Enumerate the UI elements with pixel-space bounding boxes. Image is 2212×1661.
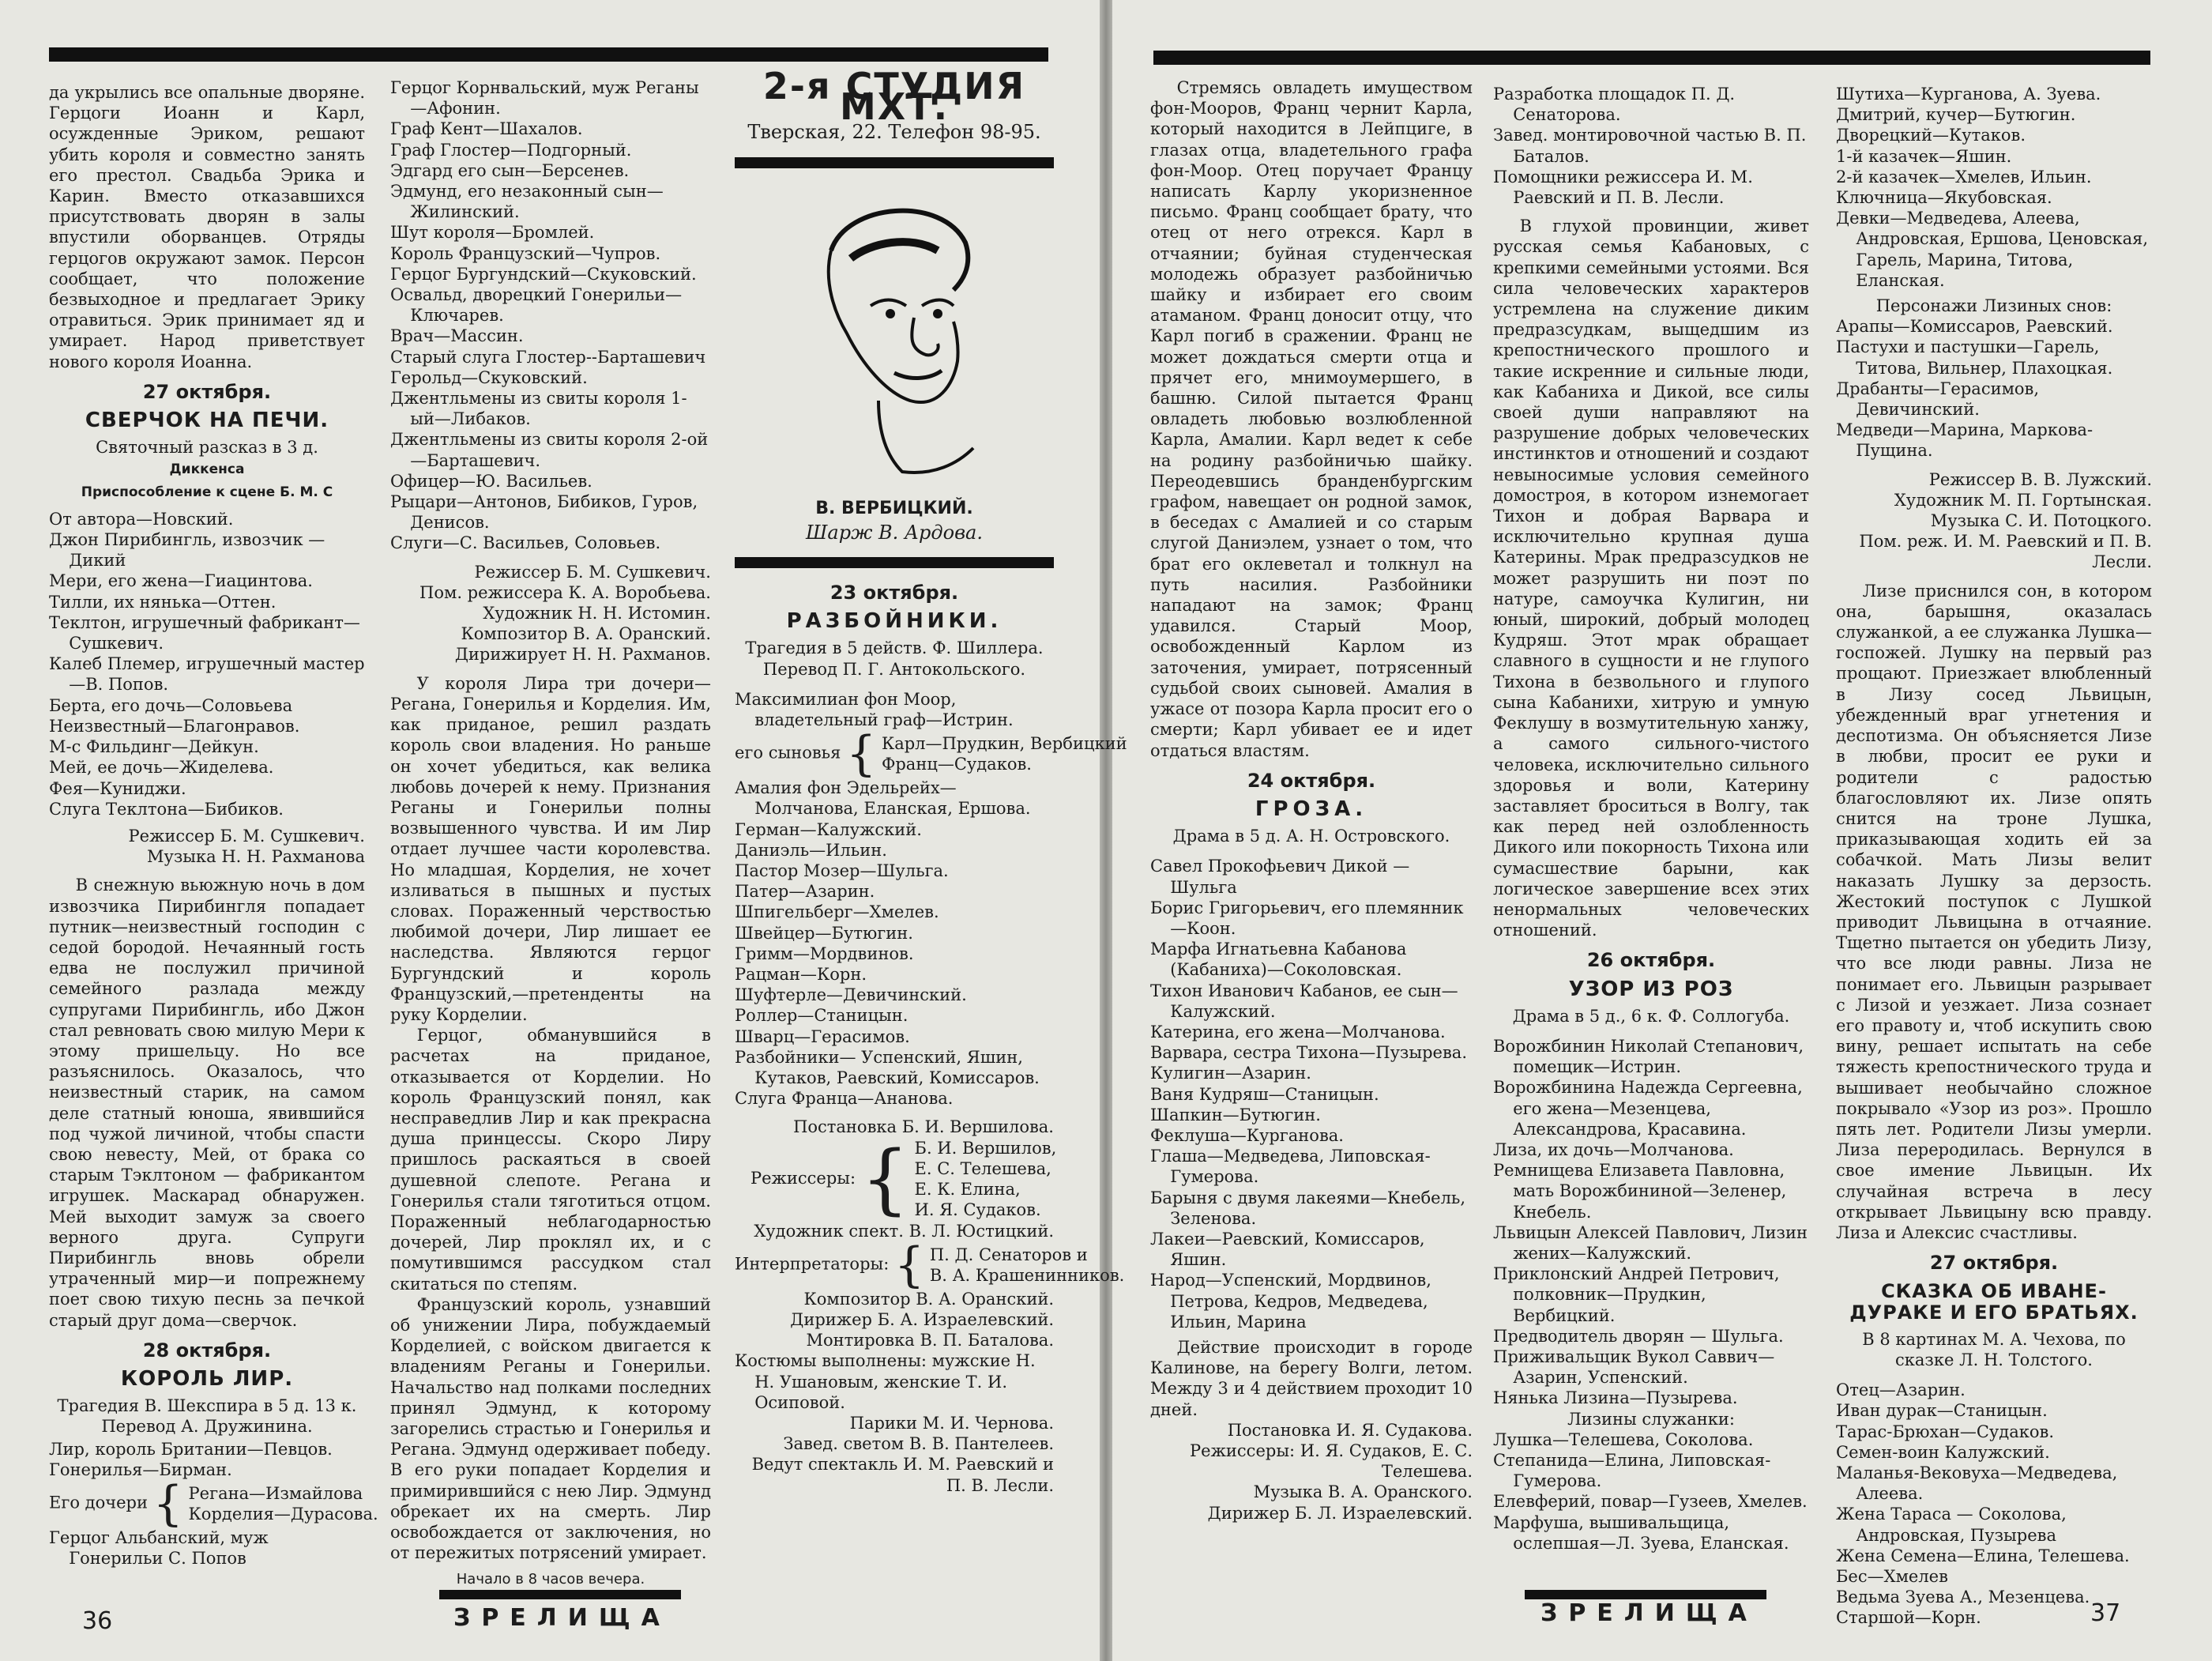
cast-line: Рыцари—Антонов, Бибиков, Гуров, Денисов. xyxy=(390,492,698,533)
cast-line: Жена Тараса — Соколова, Андровская, Пузырева xyxy=(1836,1505,2067,1545)
credit-line: Музыка С. И. Потоцкого. xyxy=(1930,511,2152,531)
cast-line: Теклтон, игрушечный фабрикант—Сушкевич. xyxy=(49,612,360,653)
cast-line: Корделия—Дурасова. xyxy=(188,1505,378,1524)
cast-line: Герман—Калужский. xyxy=(735,819,922,839)
cast-line: Врач—Массин. xyxy=(390,326,524,346)
cast-line: Шут короля—Бромлей. xyxy=(390,223,595,243)
storm-subtitle: Драма в 5 д. А. Н. Островского. xyxy=(1172,827,1450,846)
cast-line: Ведьма Зуева А., Мезенцева. xyxy=(1836,1588,2090,1607)
cast-line: Глаша—Медведева, Липовская-Гумерова. xyxy=(1150,1147,1431,1187)
cast-line: Катерина, его жена—Молчанова. xyxy=(1150,1022,1446,1041)
cast-group-label: Лизины служанки: xyxy=(1567,1409,1735,1429)
pattern-title: УЗОР ИЗ РОЗ xyxy=(1568,977,1734,1001)
cast-line: Ключница—Якубовская. xyxy=(1836,188,2052,208)
storm-title: ГРОЗА. xyxy=(1255,797,1368,821)
staff-line: Помощники режиссера И. М. Раевский и П. В. Лесли. xyxy=(1493,167,1753,208)
storm-date: 24 октября. xyxy=(1247,769,1376,792)
credit-line: Режиссер В. В. Лужский. xyxy=(1928,469,2152,489)
cast-line: Бес—Хмелев xyxy=(1836,1567,1948,1587)
cast-line: Савел Прокофьевич Дикой — Шульга xyxy=(1150,857,1410,897)
studio-title: 2-я СТУДИЯ МХТ. xyxy=(762,65,1026,129)
cast-line: Шпигельберг—Хмелев. xyxy=(735,902,939,922)
credit-line: Постановка Б. И. Вершилова. xyxy=(793,1117,1054,1137)
book-spine xyxy=(1100,0,1112,1661)
cast-line: Драбанты—Герасимов, Девичинский. xyxy=(1836,379,2040,420)
sons-label: его сыновья xyxy=(735,743,841,763)
cast-line: Герцог Корнвальский, муж Реганы—Афонин. xyxy=(390,78,699,119)
cast-line: Шутиха—Курганова, А. Зуева. xyxy=(1836,85,2101,104)
cast-line: Степанида—Елина, Липовская-Гумерова. xyxy=(1493,1451,1771,1491)
cast-line: Регана—Измайлова xyxy=(188,1483,363,1503)
cast-line: Шапкин—Бутюгин. xyxy=(1150,1105,1321,1124)
cast-line: Даниэль—Ильин. xyxy=(735,840,887,860)
credit-line: Костюмы выполнены: мужские Н. Н. Ушановым, женские Т. И. Осиповой. xyxy=(735,1351,1036,1412)
cast-line: Лир, король Британии—Певцов. xyxy=(49,1439,333,1459)
studio-address: Тверская, 22. Телефон 98-95. xyxy=(747,121,1041,144)
cast-line: Дмитрий, кучер—Бутюгин. xyxy=(1836,105,2076,125)
cast-line: Пастухи и пастушки—Гарель, Титова, Вильнер, Плахоцкая. xyxy=(1836,337,2113,378)
staff-line: Завед. монтировочной частью В. П. Баталов. xyxy=(1493,126,1807,166)
cast-line: Карл—Прудкин, Вербицкий xyxy=(881,734,1127,754)
lear-synopsis-1: У короля Лира три дочери—Регана, Гонерилья и Корделия. Им, как приданое, решил раздать король свои владения. Но раньше он хочет убедиться, как велика любовь дочерей к нему. Признания Реганы и Гонерильи полны возвышенного чувства. И им Лир отдает лучшее части королевства. Но младшая, Корделия, не хочет изливаться в пышных и пустых словах. Пораженный черствостью любимой дочери, Лир лишает ее наследства. Являются герцог Бургундский и король Французский,—претенденты на руку Корделии. xyxy=(390,673,711,1024)
cast-line: Неизвестный—Благонравов. xyxy=(49,716,300,736)
dream-cast-label: Персонажи Лизиных снов: xyxy=(1875,296,2112,316)
credit-line: Ведут спектакль И. М. Раевский и П. В. Лесли. xyxy=(751,1455,1054,1495)
cast-line: Пастор Мозер—Шульга. xyxy=(735,861,949,881)
cast-line: Нянька Лизина—Пузырева. xyxy=(1493,1388,1738,1408)
cast-line: Елевферий, повар—Гузеев, Хмелев. xyxy=(1493,1492,1808,1512)
cast-line: Семен-воин Калужский. xyxy=(1836,1442,2050,1462)
cast-line: От автора—Новский. xyxy=(49,509,234,529)
cast-line: Львицын Алексей Павлович, Лизин жених—Калужский. xyxy=(1493,1222,1808,1263)
brace-glyph: { xyxy=(846,726,877,782)
cast-line: Рацман—Корн. xyxy=(735,965,867,985)
credit-line: Художник Н. Н. Истомин. xyxy=(483,604,711,623)
caricature-image xyxy=(735,183,1054,492)
p36-column-3 xyxy=(735,65,1127,1588)
cricket-subtitle: Святочный разсказ в 3 д. xyxy=(96,438,318,458)
cast-line: Тихон Иванович Кабанов, ее сын—Калужский. xyxy=(1150,981,1458,1021)
cast-line: Офицер—Ю. Васильев. xyxy=(390,471,592,491)
eric-synopsis-end: да укрылись все опальные дворяне. Герцоги Иоанн и Карл, осужденные Эриком, решают убить короля и совместно занять его престол. Свадьба Эрика и Карин. Вместо отказавшихся присутствовать дворян в залы впустили оборванцев. Отряды герцогов окружают замок. Персон сообщает, что положение безвыходное и предлагает Эрику отравиться. Эрик принимает яд и умирает. Народ приветствует нового короля Иоанна. xyxy=(49,83,365,371)
cast-line: Гримм—Мордвинов. xyxy=(735,943,914,963)
ivan-title: СКАЗКА ОБ ИВАНЕ-ДУРАКЕ И ЕГО БРАТЬЯХ. xyxy=(1849,1280,2139,1324)
cricket-cast xyxy=(49,509,365,819)
cast-line: Слуги—С. Васильев, Соловьев. xyxy=(390,533,661,553)
cast-line: Старшой—Корн. xyxy=(1836,1608,1981,1628)
cast-line: Арапы—Комиссаров, Раевский. xyxy=(1836,317,2113,337)
credit-line: И. Я. Судаков. xyxy=(914,1200,1041,1220)
credit-line: Е. С. Телешева, xyxy=(914,1158,1051,1178)
robbers-date: 23 октября. xyxy=(830,582,959,605)
credit-line: Дирижер Б. А. Израелевский. xyxy=(790,1309,1054,1329)
credit-line: Пом. реж. И. М. Раевский и П. В. Лесли. xyxy=(1859,532,2152,572)
cast-line: М-с Фильдинг—Дейкун. xyxy=(49,737,259,757)
robbers-subtitle: Трагедия в 5 действ. Ф. Шиллера. Перевод П. Г. Антокольского. xyxy=(745,638,1044,679)
cast-line: Герцог Бургундский—Скуковский. xyxy=(390,264,697,284)
cast-line: Лакеи—Раевский, Комиссаров, Яшин. xyxy=(1150,1229,1425,1270)
pattern-subtitle: Драма в 5 д., 6 к. Ф. Соллогуба. xyxy=(1512,1006,1790,1026)
cast-line: Шуфтерле—Девичинский. xyxy=(735,985,967,1005)
p37-column-2 xyxy=(1493,84,1809,1588)
cricket-synopsis: В снежную вьюжную ночь в дом извозчика Пирибингля попадает путник—неизвестный господин с седой бородой. Нечаянный гость едва не послужил причиной семейного разлада между супругами Пирибингль, ибо Джон стал ревновать свою милую Мери к этому пришельцу. Но все разъяснилось. Оказалось, что неизвестный старик, на самом деле статный юноша, явившийся под чужой личиной, чтобы спасти свою невесту, Мей, от брака со старым Тэклтоном — фабрикантом игрушек. Маскарад обнаружен. Мей выходит замуж за своего верного друга. Супруги Пирибингль вновь обрели утраченный мир—и попрежнему поет свою тихую песнь за печкой старый друг дома—сверчок. xyxy=(49,876,365,1330)
caricature-name: В. ВЕРБИЦКИЙ. xyxy=(815,498,973,518)
lear-title: КОРОЛЬ ЛИР. xyxy=(120,1366,294,1391)
credit-line: Режиссер Б. М. Сушкевич. xyxy=(474,562,711,582)
cast-line: Граф Глостер—Подгорный. xyxy=(390,140,632,160)
ivan-date: 27 октября. xyxy=(1929,1252,2059,1275)
cast-line: 2-й казачек—Хмелев, Ильин. xyxy=(1836,167,2092,186)
robbers-title: РАЗБОЙНИКИ. xyxy=(786,609,1003,634)
cast-line: Лушка—Телешева, Соколова. xyxy=(1493,1429,1754,1449)
credit-line: Б. И. Вершилов, xyxy=(914,1138,1057,1158)
credit-line: Постановка И. Я. Судакова. xyxy=(1227,1420,1473,1440)
lear-synopsis-3: Французский король, узнавший об унижении Лира, побуждаемый Корделией, с войском двигается к владениям Реганы и Гонерильи. Начальство над полками последних принял Эдмунд, к которому загорелись страстью и Гонерилья и Регана. Эдмунд одерживает победу. В его руки попадает Корделия и примирившийся с нею Лир. Эдмунд обрекает их на смерть. Лир освобождается от заключения, но от пережитых потрясений умирает. xyxy=(390,1294,711,1563)
cast-line: Старый слуга Глостер--Барташевич xyxy=(390,347,706,367)
masthead-right: ЗРЕЛИЩА xyxy=(1540,1599,1758,1627)
cricket-date: 27 октября. xyxy=(142,380,272,403)
sons-list xyxy=(882,733,1127,774)
cast-line: Освальд, дворецкий Гонерильи—Ключарев. xyxy=(390,285,683,326)
credit-line: Художник спект. В. Л. Юстицкий. xyxy=(754,1221,1054,1241)
credit-line: Дирижирует Н. Н. Рахманов. xyxy=(454,645,711,665)
lear-synopsis-2: Герцог, обманувшийся в расчетах на приданое, отказывается от Корделии. Но король Французский понял, как несправедлив Лир и как прекрасна душа принцессы. Скоро Лиру пришлось раскаяться в своей душевной слепоте. Регана и Гонерилья стали тяготиться отцом. Пораженный неблагодарностью дочерей, Лир проклял их, и с помутившимся рассудком стал скитаться по степям. xyxy=(390,1026,711,1294)
top-rule-left xyxy=(49,47,1048,62)
cast-line: Тилли, их нянька—Оттен. xyxy=(49,592,276,612)
masthead-left: ЗРЕЛИЩА xyxy=(453,1604,671,1632)
pattern-date: 26 октября. xyxy=(1586,949,1716,972)
credit-line: Пом. режиссера К. А. Воробьева. xyxy=(419,582,711,602)
credit-line: Композитор В. А. Оранский. xyxy=(803,1289,1054,1309)
credit-line: Дирижер Б. Л. Израелевский. xyxy=(1207,1503,1473,1523)
cast-line: Ремнищева Елизавета Павловна, мать Ворожбининой—Зеленер, Кнебель. xyxy=(1493,1161,1787,1222)
cricket-author: Диккенса xyxy=(169,461,245,478)
cast-line: Амалия фон Эдельрейх—Молчанова, Еланская, Ершова. xyxy=(735,778,1031,819)
cast-line: Калеб Племер, игрушечный мастер—В. Попов. xyxy=(49,654,365,695)
robbers-synopsis: Стремясь овладеть имуществом фон-Мооров, Франц чернит Карла, который находится в Лейпциге, в глазах отца, владетельного графа фон-Моор. Отец поручает Францу написать Карлу укоризненное письмо. Франц сообщает брату, что отец от него отрекся. Карл в отчаянии; буйная студенческая молодежь образует разбойничью шайку и избирает его своим атаманом. Франц доносит отцу, что Карл погиб в сражении. Франц не может дождаться смерти отца и прячет его, мнимоумершего, в башню. Силой пытается Франц овладеть любовью возлюбленной Карла, Амалии. Карл ведет к себе на родину разбойничью шайку. Переодевшись бранденбургским графом, навещает он родной замок, в беседах с Амалией и со старым слугой Даниэлем, узнает о том, что брат его оклеветал и толкнул на путь насилия. Разбойники нападают на замок; Франц удавился. Старый Моор, освобожденный Карлом из заточения, умирает, потрясенный судьбой своих сыновей. Амалия в ужасе от позора Карла просит его о смерти; Карл убивает ее и идет отдаться властям. xyxy=(1150,78,1473,760)
cast-line: Народ—Успенский, Мордвинов, Петрова, Кедров, Медведева, Ильин, Марина xyxy=(1150,1271,1431,1331)
footer-bar-right xyxy=(1525,1590,1766,1599)
credit-line: П. Д. Сенаторов и xyxy=(929,1245,1088,1264)
top-rule-right xyxy=(1153,51,2150,65)
cast-line: Барыня с двумя лакеями—Кнебель, Зеленова. xyxy=(1150,1188,1466,1228)
pattern-synopsis: Лизе приснился сон, в котором она, барышня, оказалась служанкой, а ее служанка Лушка—госпожей. Лушку на первый раз прощают. Приезжает влюбленный в Лизу сосед Львицын, убежденный враг угнетения и деспотизма. Он объясняется Лизе в любви, просит ее руки и родители с радостью благословляют их. Лизе опять снится на троне Лушка, приказывающая ходить ей за собачкой. Мать Лизы велит наказать Лушку за дерзость. Жестокий поступок с Лушкой приводит Львицына в отчаяние. Тщетно пытается он убедить Лизу, что все люди равны. Лиза не понимает его. Львицын разрывает с Лизой и уезжает. Лиза сознает его правоту и, чтоб искупить свою вину, решает испытать на себе тяжесть крепостнического труда и вышивает необычайно сложное покрывало «Узор из роз». Прошло пять лет. Родители Лизы умерли. Лиза переродилась. Вернулся в свое имение Львицын. Их случайная встреча в лесу открывает Львицыну всю правду. Лиза и Алексис счастливы. xyxy=(1836,581,2152,1242)
cast-line: Шварц—Герасимов. xyxy=(735,1026,910,1046)
page-number-left: 36 xyxy=(82,1607,113,1635)
interp-list xyxy=(930,1245,1124,1286)
cast-line: Феклуша—Курганова. xyxy=(1150,1125,1344,1145)
brace-glyph: { xyxy=(860,1135,909,1224)
cast-line: Эдгард его сын—Берсенев. xyxy=(390,160,630,180)
cast-line: Тарас-Брюхан—Судаков. xyxy=(1836,1422,2055,1441)
cast-line: Мери, его жена—Гиацинтова. xyxy=(49,571,313,591)
cast-line: Фея—Куниджи. xyxy=(49,778,186,798)
cast-line: Король Французский—Чупров. xyxy=(390,243,661,263)
cricket-adaptation: Приспособление к сцене Б. М. С xyxy=(81,484,333,500)
start-time: Начало в 8 часов вечера. xyxy=(456,1571,645,1588)
cast-line: Максимилиан фон Моор, владетельный граф—Истрин. xyxy=(735,689,1014,730)
cast-line: Джентльмены из свиты короля 2-ой—Барташевич. xyxy=(390,430,709,470)
footer-bar-left xyxy=(439,1590,681,1599)
caricature-credit: Шарж В. Ардова. xyxy=(806,521,983,544)
cast-line: Эдмунд, его незаконный сын—Жилинский. xyxy=(390,182,664,222)
credit-line: Режиссеры: И. Я. Судаков, Е. С. Телешева. xyxy=(1190,1441,1473,1482)
cast-line: Ворожбинин Николай Степанович, помещик—Истрин. xyxy=(1493,1036,1804,1077)
cast-line: Герцог Альбанский, муж Гонерильи С. Попов xyxy=(49,1528,269,1569)
cast-line: Приклонский Андрей Петрович, полковник—Прудкин, Вербицкий. xyxy=(1493,1264,1780,1325)
cast-line: Патер—Азарин. xyxy=(735,882,875,902)
cast-line: Гонерилья—Бирман. xyxy=(49,1459,232,1479)
cast-line: Роллер—Станицын. xyxy=(735,1006,908,1026)
cast-line: Ваня Кудряш—Станицын. xyxy=(1150,1084,1379,1104)
daughters-list xyxy=(189,1483,378,1524)
cast-line: Герольд—Скуковский. xyxy=(390,367,588,387)
staff-line: Разработка площадок П. Д. Сенаторова. xyxy=(1493,85,1736,125)
brace-glyph: { xyxy=(893,1237,925,1293)
page-number-right: 37 xyxy=(2090,1599,2121,1627)
cast-line: Медведи—Марина, Маркова-Пущина. xyxy=(1836,420,2094,461)
cast-line: Предводитель дворян — Шульга. xyxy=(1493,1326,1784,1346)
p37-column-1 xyxy=(1150,77,1473,1588)
divider-rule xyxy=(735,557,1054,568)
interp-label: Интерпретаторы: xyxy=(735,1254,890,1274)
cast-line: Приживальщик Вукол Саввич—Азарин, Успенский. xyxy=(1493,1347,1775,1388)
p36-column-1 xyxy=(49,82,378,1601)
caricature-drawing xyxy=(776,187,1013,488)
brace-glyph: { xyxy=(152,1476,183,1531)
cast-line: Слуга Теклтона—Бибиков. xyxy=(49,799,284,819)
cast-line: Франц—Судаков. xyxy=(881,755,1032,774)
cast-line: Мей, ее дочь—Жиделева. xyxy=(49,758,274,778)
cast-line: Маланья-Вековуха—Медведева, Алеева. xyxy=(1836,1463,2118,1504)
credit-line: Художник М. П. Гортынская. xyxy=(1894,490,2152,510)
cast-line: Кулигин—Азарин. xyxy=(1150,1064,1311,1083)
lear-daughters xyxy=(49,1476,378,1531)
credit-line: Е. К. Елина, xyxy=(914,1180,1021,1200)
credit-line: Монтировка В. П. Баталова. xyxy=(806,1331,1054,1350)
robbers-sons xyxy=(735,726,1127,782)
daughters-label: Его дочери xyxy=(49,1493,148,1512)
cast-line: Марфуша, вышивальщица, ослепшая—Л. Зуева, Еланская. xyxy=(1493,1512,1789,1553)
cast-line: Ворожбинина Надежда Сергеевна, его жена—Мезенцева, Александрова, Красавина. xyxy=(1493,1078,1803,1139)
lear-date: 28 октября. xyxy=(142,1339,272,1362)
credit-line: Парики М. И. Чернова. xyxy=(849,1413,1054,1433)
cast-line: Разбойники— Успенский, Яшин, Кутаков, Раевский, Комиссаров. xyxy=(735,1047,1040,1088)
cast-line: 1-й казачек—Яшин. xyxy=(1836,146,2012,166)
credit-line: Завед. светом В. В. Пантелеев. xyxy=(783,1434,1054,1454)
cast-line: Лиза, их дочь—Молчанова. xyxy=(1493,1139,1734,1159)
credit-line: Композитор В. А. Оранский. xyxy=(461,624,711,644)
cast-line: Девки—Медведева, Алеева, Андровская, Ершова, Ценовская, Гарель, Марина, Титова, Еланская. xyxy=(1836,209,2149,290)
cast-line: Граф Кент—Шахалов. xyxy=(390,119,583,139)
directors-label: Режиссеры: xyxy=(750,1168,856,1188)
cast-line: Джентльмены из свиты короля 1-ый—Либаков. xyxy=(390,389,687,429)
cricket-title: СВЕРЧОК НА ПЕЧИ. xyxy=(85,409,329,433)
cast-line: Отец—Азарин. xyxy=(1836,1380,1966,1400)
cast-line: Слуга Франца—Ананова. xyxy=(735,1089,954,1109)
cast-line: Джон Пирибингль, извозчик — Дикий xyxy=(49,530,325,571)
storm-synopsis: В глухой провинции, живет русская семья Кабановых, с крепкими семейными устоями. Вся сила человеческих характеров устремлена на служение диким предразсудкам, выщедшим из крепостнического прошлого и такие искренние и сильные люди, как Кабаниха и Дикой, все силы своей души направляют на разрушение добрых человеческих инстинктов и отношений и создают невыносимые условия семейного домостроя, в котором изнемогает Тихон и добрая Варвара и исключительно крупная душа Катерины. Мрак предразсудков не может разрушить ни поэт по натуре, самоучка Кулигин, ни юный, широкий, добрый молодец Кудряш. Этот мрак обращает славного в сущности и не глупого Тихона в безвольного и глупого сына Кабанихи, хитрую и умную Феклушу в возмутительную ханжу, а самого сильного-чистого человека, исключительно сильного здоровья и воли, Катерину заставляет броситься в Волгу, так как перед ней озлобленность Дикого или покорность Тихона или сумасшествие барыни, как логическое завершение всех этих ненормальных человеческих отношений. xyxy=(1493,217,1809,940)
cast-line: Иван дурак—Станицын. xyxy=(1836,1401,2048,1421)
robbers-directors xyxy=(735,1135,1057,1224)
cast-line: Варвара, сестра Тихона—Пузырева. xyxy=(1150,1043,1467,1063)
robbers-interp xyxy=(735,1237,1125,1293)
divider-rule xyxy=(735,157,1054,168)
directors-list xyxy=(915,1138,1057,1221)
p36-column-2 xyxy=(390,77,711,1588)
cricket-director: Режиссер Б. М. Сушкевич. xyxy=(128,826,365,846)
cast-line: Жена Семена—Елина, Телешева. xyxy=(1836,1546,2130,1565)
ivan-subtitle: В 8 картинах М. А. Чехова, по сказке Л. Н. Толстого. xyxy=(1862,1329,2126,1369)
credit-line: Музыка В. А. Оранского. xyxy=(1253,1482,1473,1502)
cast-line: Берта, его дочь—Соловьева xyxy=(49,695,293,715)
cast-line: Швейцер—Бутюгин. xyxy=(735,923,913,943)
lear-subtitle: Трагедия В. Шекспира в 5 д. 13 к. Перевод А. Дружинина. xyxy=(57,1396,357,1437)
cast-line: Борис Григорьевич, его племянник—Коон. xyxy=(1150,898,1464,938)
cast-line: Марфа Игнатьевна Кабанова (Кабаниха)—Соколовская. xyxy=(1150,940,1407,980)
cast-line: Дворецкий—Кутаков. xyxy=(1836,126,2026,145)
credit-line: В. А. Крашенинников. xyxy=(929,1265,1125,1285)
storm-setting: Действие происходит в городе Калинове, на берегу Волги, летом. Между 3 и 4 действием проходит 10 дней. xyxy=(1150,1337,1473,1419)
cricket-music: Музыка Н. Н. Рахманова xyxy=(146,847,365,867)
